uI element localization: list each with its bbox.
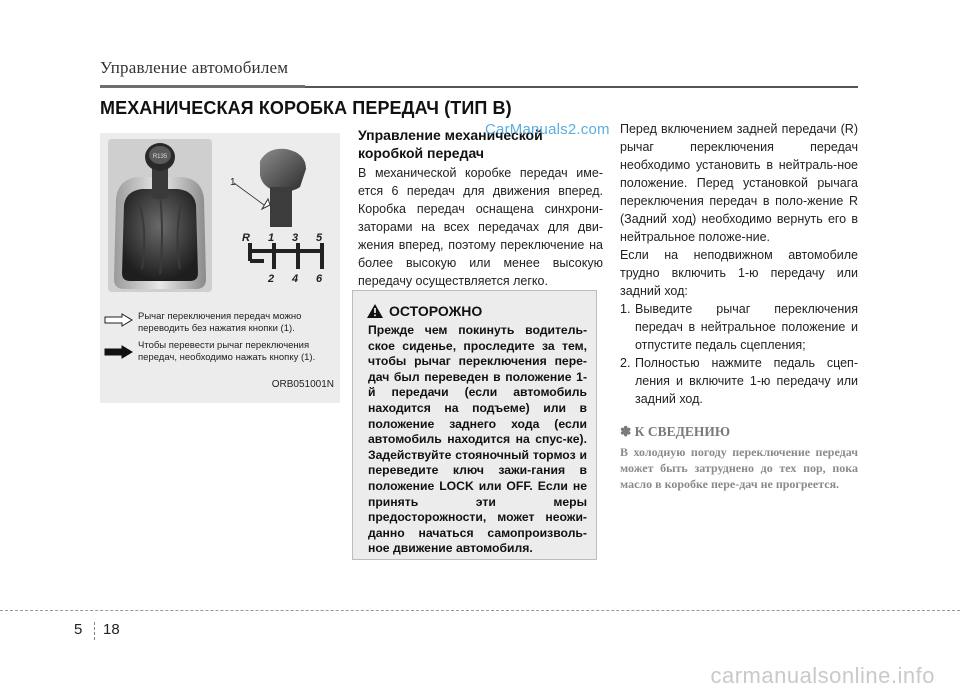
note-heading: ✽ К СВЕДЕНИЮ <box>620 424 731 439</box>
page-title: МЕХАНИЧЕСКАЯ КОРОБКА ПЕРЕДАЧ (ТИП B) <box>100 98 512 118</box>
header-rule-accent <box>100 85 305 88</box>
gear-label-5: 5 <box>316 232 323 244</box>
warning-box <box>352 290 597 560</box>
warning-triangle-icon <box>367 304 383 321</box>
solid-arrow-icon <box>104 345 134 364</box>
section-label: Управление автомобилем <box>100 58 289 77</box>
warning-heading-row <box>367 303 482 321</box>
chapter-number: 5 <box>74 621 83 638</box>
gear-label-1: 1 <box>268 232 275 244</box>
warning-text: Прежде чем покинуть водитель-ское сиденье, проследите за тем, чтобы рычаг переключения пере-дач был переведен в положение 1-й передачи (если автомобиль находится на подъеме) или в положение заднего хода (если автомобиль находится на спус-ке). Задействуйте стояночный тормоз и переведите ключ зажи-гания в положение LOCK или OFF. Если не принять эти меры предосторожности, может неожи-данно начаться самопроизволь-ное движение автомобиля. <box>368 323 587 556</box>
figure-panel <box>100 133 340 403</box>
svg-text:R135: R135 <box>152 154 168 160</box>
note-text: В холодную погоду переключение передач может быть затруднено до тех пор, пока масло в коробке пере-дач не прогреется. <box>620 445 858 491</box>
figure-code: ORB051001N <box>271 379 334 390</box>
gear-label-2: 2 <box>268 273 275 285</box>
outline-arrow-icon <box>104 313 134 332</box>
watermark: CarManuals2.com <box>485 121 610 138</box>
right-column <box>620 120 858 492</box>
step-text: Полностью нажмите педаль сцеп-ления и включите 1-ю передачу или задний ход. <box>635 356 858 406</box>
warning-heading: ОСТОРОЖНО <box>389 303 483 319</box>
step-number: 2. <box>620 356 631 370</box>
stationary-paragraph: Если на неподвижном автомобиле трудно включить 1-ю передачу или задний ход: <box>620 248 858 298</box>
legend-item-free-shift: Рычаг переключения передач можно переводить без нажатия кнопки (1). <box>138 311 302 334</box>
footer-rule <box>0 610 960 611</box>
knob-detail <box>220 139 330 292</box>
reverse-paragraph: Перед включением задней передачи (R) рычаг переключения передач необходимо установить в нейтраль-ное положение. Перед установкой рычага переключения передач в поло-жение R (Задний ход) необходимо вернуть его в нейтральное положе-ние. <box>620 122 858 244</box>
page-number: 18 <box>103 621 120 638</box>
list-item <box>620 354 858 408</box>
gear-shift-photo-icon <box>108 139 212 292</box>
gear-pattern-icon <box>242 232 323 285</box>
gear-label-6: 6 <box>316 273 323 285</box>
site-watermark: carmanualsonline.info <box>710 663 935 688</box>
gear-label-4: 4 <box>292 273 299 285</box>
subsection-heading: Управление механической коробкой передач <box>358 127 543 161</box>
gear-shift-photo <box>108 139 212 292</box>
step-number: 1. <box>620 302 631 316</box>
header-rule <box>305 86 858 88</box>
footer-separator <box>94 622 95 640</box>
gear-label-r: R <box>242 232 250 244</box>
legend-item-press-button: Чтобы перевести рычаг переключения передач, необходимо нажать кнопку (1). <box>138 340 316 363</box>
step-text: Выведите рычаг переключения передач в нейтральное положение и отпустите педаль сцепления; <box>635 302 858 352</box>
gear-label-3: 3 <box>292 232 299 244</box>
body-paragraph: В механической коробке передач име-ется 6 передач для движения вперед. Коробка передач оснащена синхрони-заторами на всех передачах для дви-жения вперед, поэтому переключение на более высокую или менее высокую передачу осуществляется легко. <box>358 166 603 288</box>
callout-number: 1 <box>230 177 236 188</box>
list-item <box>620 300 858 354</box>
